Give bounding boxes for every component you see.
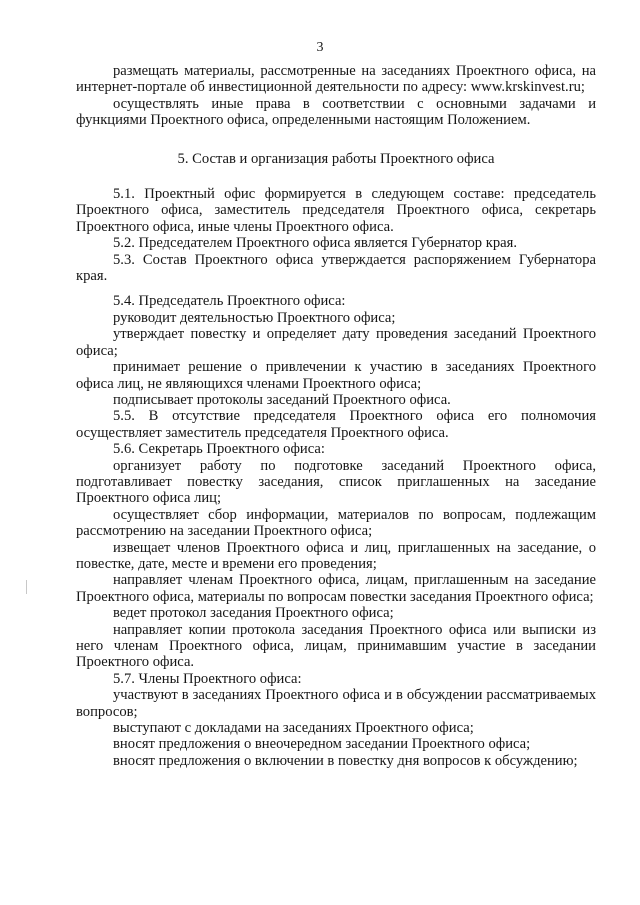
clause-5-6: 5.6. Секретарь Проектного офиса: [113, 441, 325, 458]
list-item: участвуют в заседаниях Проектного офиса и в обсуждении рассматриваемых вопросов; [76, 687, 596, 720]
list-item: вносят предложения о внеочередном заседании Проектного офиса; [113, 736, 531, 753]
scan-artifact [26, 580, 27, 594]
section-heading: 5. Состав и организация работы Проектного офиса [177, 150, 495, 167]
clause-5-5: 5.5. В отсутствие председателя Проектного офиса его полномочия осуществляет заместитель председателя Проектного офиса. [76, 408, 596, 441]
paragraph: осуществлять иные права в соответствии с основными задачами и функциями Проектного офиса, определенными настоящим Положением. [76, 95, 596, 129]
clause-5-3: 5.3. Состав Проектного офиса утверждается распоряжением Губернатора края. [76, 251, 596, 285]
page-number: 3 [316, 40, 324, 55]
list-item: утверждает повестку и определяет дату проведения заседаний Проектного офиса; [76, 326, 596, 359]
list-item: осуществляет сбор информации, материалов по вопросам, подлежащим рассмотрению на заседании Проектного офиса; [76, 506, 596, 540]
list-item: выступают с докладами на заседаниях Проектного офиса; [113, 720, 474, 737]
clause-5-4: 5.4. Председатель Проектного офиса: [113, 293, 346, 310]
list-item: извещает членов Проектного офиса и лиц, приглашенных на заседание, о повестке, дате, месте и времени его проведения; [76, 539, 596, 572]
list-item: ведет протокол заседания Проектного офиса; [113, 605, 394, 622]
list-item: направляет членам Проектного офиса, лицам, приглашенным на заседание Проектного офиса, материалы по вопросам повестки заседания Проектного офиса; [76, 572, 596, 605]
list-item: принимает решение о привлечении к участию в заседаниях Проектного офиса лиц, не являющихся членами Проектного офиса; [76, 359, 596, 392]
paragraph: размещать материалы, рассмотренные на заседаниях Проектного офиса, на интернет-портале об инвестиционной деятельности по адресу: www.krskinvest.ru; [76, 63, 596, 96]
clause-5-1: 5.1. Проектный офис формируется в следующем составе: председатель Проектного офиса, заместитель председателя Проектного офиса, секретарь Проектного офиса, иные члены Проектного офиса. [76, 186, 596, 235]
list-item: вносят предложения о включении в повестку дня вопросов к обсуждению; [113, 752, 578, 769]
list-item: организует работу по подготовке заседаний Проектного офиса, подготавливает повестку заседания, список приглашенных на заседание Проектного офиса лиц; [76, 457, 596, 507]
list-item: подписывает протоколы заседаний Проектного офиса. [113, 391, 451, 408]
clause-5-2: 5.2. Председателем Проектного офиса является Губернатор края. [113, 235, 517, 252]
list-item: руководит деятельностью Проектного офиса; [113, 309, 396, 326]
document-body [76, 63, 596, 769]
clause-5-7: 5.7. Члены Проектного офиса: [113, 670, 302, 687]
list-item: направляет копии протокола заседания Проектного офиса или выписки из него членам Проектного офиса, лицам, принимавшим участие в заседании Проектного офиса. [76, 621, 596, 671]
